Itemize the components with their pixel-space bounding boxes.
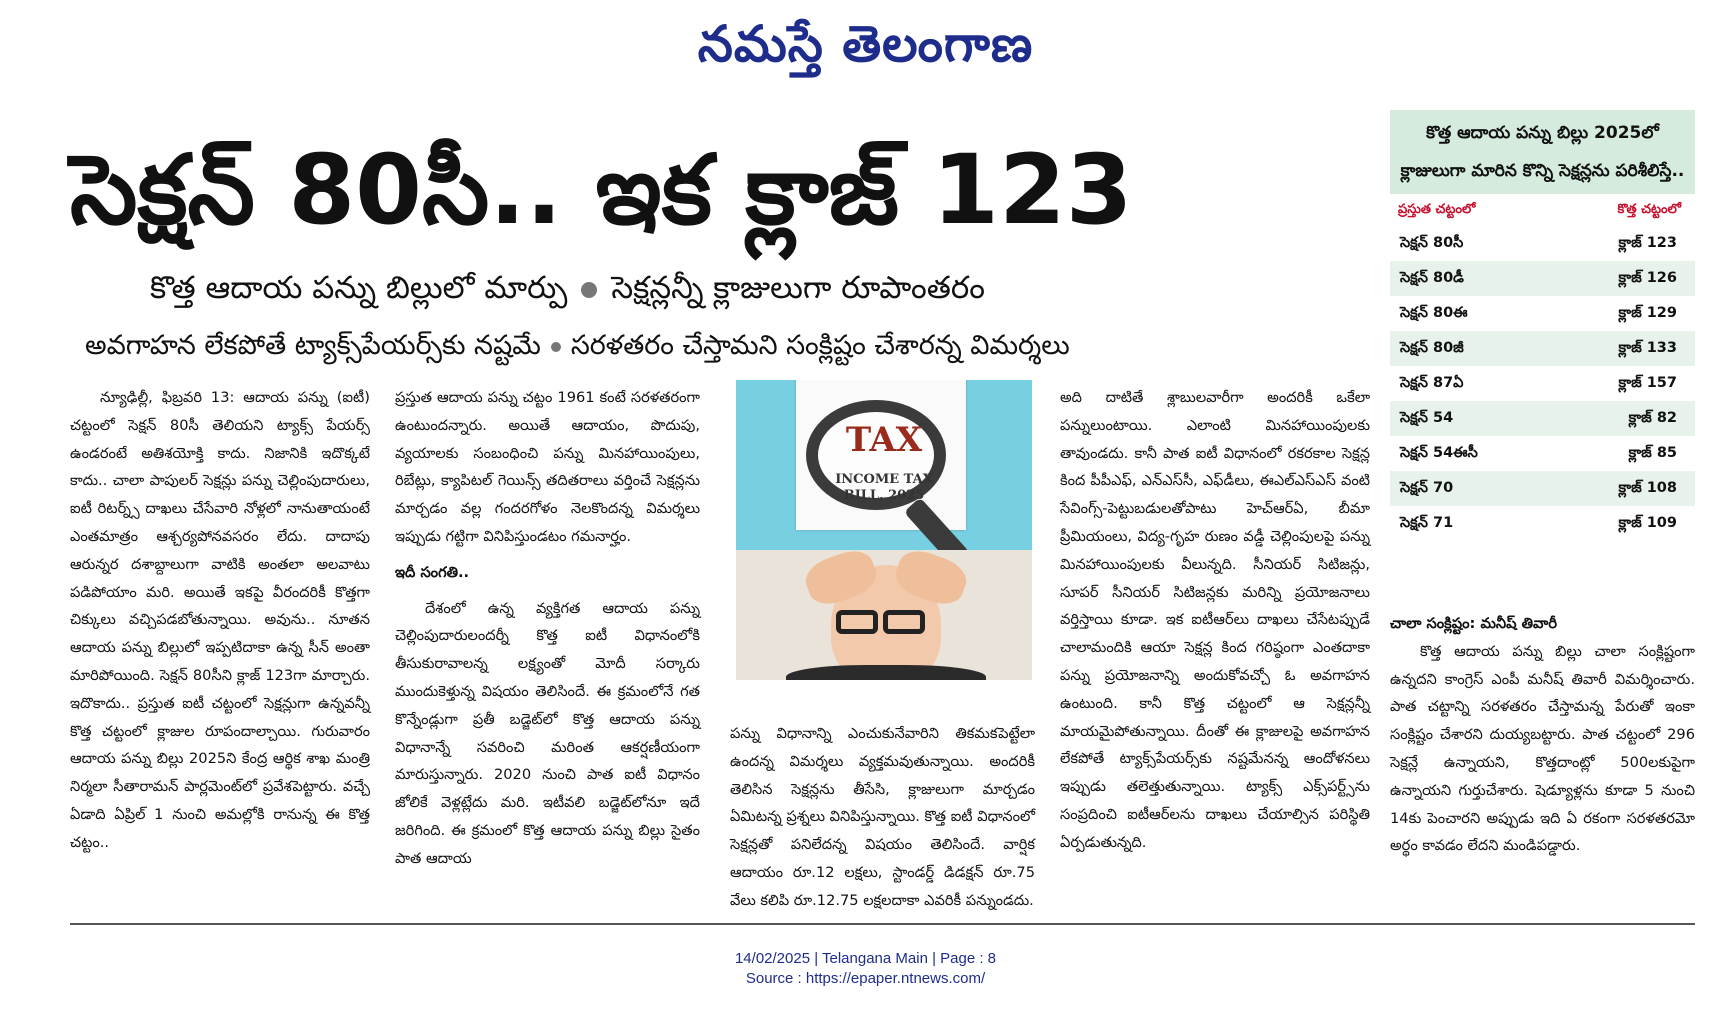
clause-cell: క్లాజ్ 109 [1618, 515, 1677, 531]
clause-cell: క్లాజ్ 126 [1618, 270, 1677, 286]
header-new-law: కొత్త చట్టంలో [1617, 202, 1681, 217]
article-paragraph: ప్రస్తుత ఆదాయ పన్ను చట్టం 1961 కంటే సరళతరంగా ఉంటుందన్నారు. అయితే ఆదాయం, పొదుపు, వ్యయాలకు సంబంధించి పన్ను మినహాయింపులు, రిబేట్లు, క్యాపిటల్ గెయిన్స్ తదితరాలు వర్తించే సెక్షన్లను మార్చడం వల్ల గందరగోళం నెలకొందన్న విమర్శలు ఇప్పుడు గట్టిగా వినిపిస్తుండటం గమనార్హం. [395, 389, 700, 545]
article-column-3 [730, 720, 1035, 915]
article-paragraph: న్యూఢిల్లీ, ఫిబ్రవరి 13: ఆదాయ పన్ను (ఐటీ) చట్టంలో సెక్షన్ 80సీ తెలియని ట్యాక్స్ పేయర్స్ ఉండరంటే అతిశయోక్తి కాదు. నిజానికి ఇదొక్కటే కాదు.. చాలా పాపులర్ సెక్షన్లు పన్ను చెల్లింపుదారులు, ఐటీ రిటర్న్స్ దాఖలు చేసేవారి నోళ్లలో నానుతాయంటే ఎంతమాత్రం ఆశ్చర్యపోనవసరం లేదు. దాదాపు ఆరున్నర దశాబ్దాలుగా వాటికి అంతలా అలవాటు పడిపోయాం మరి. అయితే ఇకపై వీరందరికీ కొత్తగా చిక్కులు వచ్చిపడబోతున్నాయి. అవును.. నూతన ఆదాయ పన్ను బిల్లులో ఇప్పటిదాకా ఉన్న సీన్ అంతా మారిపోయింది. సెక్షన్ 80సీని క్లాజ్ 123గా మార్చారు. ఇదొకాదు.. ప్రస్తుత ఐటీ చట్టంలో సెక్షన్లుగా ఉన్నవన్నీ కొత్త చట్టంలో క్లాజుల రూపందాల్చాయి. గురువారం ఆదాయ పన్ను బిల్లు 2025ని కేంద్ర ఆర్థిక శాఖ మంత్రి నిర్మలా సీతారామన్ పార్లమెంట్‌లో ప్రవేశపెట్టారు. వచ్చే ఏడాది ఏప్రిల్ 1 నుంచి అమల్లోకి రానున్న ఈ కొత్త చట్టం.. [70, 389, 370, 851]
bullet-icon [581, 282, 597, 298]
clause-cell: క్లాజ్ 85 [1628, 445, 1677, 461]
article-column-1 [70, 384, 370, 857]
table-row [1390, 226, 1695, 261]
subheadline-2-part-b: సరళతరం చేస్తామని సంక్లిష్టం చేశారన్న విమర్శలు [570, 330, 1070, 361]
clause-cell: క్లాజ్ 157 [1618, 375, 1677, 391]
glasses-icon [836, 610, 936, 634]
section-cell: సెక్షన్ 54ఈసీ [1400, 445, 1478, 461]
subheadline-1-part-a: కొత్త ఆదాయ పన్ను బిల్లులో మార్పు [150, 270, 568, 306]
article-column-4 [1060, 384, 1370, 857]
subheadline-1-part-b: సెక్షన్లన్నీ క్లాజులుగా రూపాంతరం [611, 270, 985, 306]
subheadline-1 [150, 270, 985, 313]
sections-to-clauses-table [1390, 110, 1695, 541]
footer-divider [70, 923, 1695, 925]
article-paragraph: అది దాటితే శ్లాబులవారీగా అందరికీ ఒకేలా పన్నులుంటాయి. ఎలాంటి మినహాయింపులకు తావుండదు. కానీ పాత ఐటీ విధానంలో రకరకాల సెక్షన్ల కింద పీపీఎఫ్, ఎన్ఎస్‌సీ, ఎఫ్‌డీలు, ఈఎల్‌ఎస్‌ఎస్ వంటి సేవింగ్స్-పెట్టుబడులతోపాటు హెచ్‌ఆర్‌ఏ, బీమా ప్రీమియంలు, విద్య-గృహ రుణం వడ్డీ చెల్లింపులపై పన్ను మినహాయింపులకు వీలున్నది. సీనియర్ సిటిజన్లు, సూపర్ సీనియర్ సిటిజన్లకు మరిన్ని ప్రయోజనాలు వర్తిస్తాయి కూడా. ఇక ఐటీఆర్‌లు దాఖలు చేసేటప్పుడే చాలామందికి ఆయా సెక్షన్ల కింద గరిష్ఠంగా ఎంతదాకా పన్ను ప్రయోజనాన్ని అందుకోవచ్చో ఓ అవగాహన ఉంటుంది. కానీ కొత్త చట్టంలో ఆ సెక్షన్లన్నీ మాయమైపోతున్నాయి. దీంతో ఈ క్లాజులపై అవగాహన లేకపోతే ట్యాక్స్‌పేయర్స్‌కు నష్టమేనన్న ఆందోళనలు ఇప్పుడు తలెత్తుతున్నాయి. ట్యాక్స్ ఎక్స్‌పర్ట్స్‌ను సంప్రదించి ఐటీఆర్‌లను దాఖలు చేయాల్సిన పరిస్థితి ఏర్పడుతున్నది. [1060, 389, 1370, 851]
shirt [786, 665, 986, 680]
footer-date-page: 14/02/2025 | Telangana Main | Page : 8 [734, 950, 997, 967]
clause-cell: క్లాజ్ 123 [1618, 235, 1677, 251]
table-row [1390, 261, 1695, 296]
article-paragraph: పన్ను విధానాన్ని ఎంచుకునేవారిని తికమకపెట్టేలా ఉందన్న విమర్శలు వ్యక్తమవుతున్నాయి. అందరికీ తెలిసిన సెక్షన్లను తీసేసి, క్లాజులుగా మార్చడం ఏమిటన్న ప్రశ్నలు వినిపిస్తున్నాయి. కొత్త ఐటీ విధానంలో సెక్షన్లతో పనిలేదన్న విషయం తెలిసిందే. వార్షిక ఆదాయం రూ.12 లక్షలు, స్టాండర్డ్ డిడక్షన్ రూ.75 వేలు కలిపి రూ.12.75 లక్షలదాకా ఎవరికీ పన్నుండదు. [730, 725, 1035, 909]
table-row [1390, 331, 1695, 366]
article-paragraph: కొత్త ఆదాయ పన్ను బిల్లు చాలా సంక్లిష్టంగా ఉన్నదని కాంగ్రెస్ ఎంపీ మనీష్ తివారీ విమర్శించారు. పాత చట్టాన్ని సరళతరం చేస్తామన్న పేరుతో ఇంకా సంక్లిష్టం చేశారని దుయ్యబట్టారు. పాత చట్టంలో 296 సెక్షన్లే ఉన్నాయని, కొత్తదాంట్లో 500లకుపైగా ఉన్నాయని గుర్తుచేశారు. షెడ్యూళ్లను కూడా 5 నుంచి 14కు పెంచారని అప్పుడు ఇది ఏ రకంగా సరళతరమో అర్థం కావడం లేదని మండిపడ్డారు. [1390, 642, 1695, 855]
table-title: కొత్త ఆదాయ పన్ను బిల్లు 2025లో క్లాజులుగా మారిన కొన్ని సెక్షన్లను పరిశీలిస్తే.. [1390, 110, 1695, 194]
article-column-2 [395, 384, 700, 873]
section-cell: సెక్షన్ 80ఈ [1400, 305, 1468, 321]
section-cell: సెక్షన్ 70 [1400, 480, 1454, 496]
table-row [1390, 506, 1695, 541]
subheadline-2-part-a: అవగాహన లేకపోతే ట్యాక్స్‌పేయర్స్‌కు నష్టమే [85, 330, 541, 361]
section-cell: సెక్షన్ 80డీ [1400, 270, 1464, 286]
photo-bill-text-2: BILL, 2025 [843, 488, 925, 503]
section-cell: సెక్షన్ 87ఏ [1400, 375, 1464, 391]
section-cell: సెక్షన్ 80సీ [1400, 235, 1464, 251]
photo-bill-text-1: INCOME TAX [835, 472, 933, 487]
table-row [1390, 401, 1695, 436]
footer-source-link[interactable]: Source : https://epaper.ntnews.com/ [745, 970, 986, 987]
subheadline-2 [85, 330, 1070, 368]
header-current-law: ప్రస్తుత చట్టంలో [1398, 202, 1476, 217]
clause-cell: క్లాజ్ 133 [1618, 340, 1677, 356]
clause-cell: క్లాజ్ 82 [1628, 410, 1677, 426]
article-paragraph: దేశంలో ఉన్న వ్యక్తిగత ఆదాయ పన్ను చెల్లింపుదారులందర్నీ కొత్త ఐటీ విధానంలోకి తీసుకురావాలన్న లక్ష్యంతో మోదీ సర్కారు ముందుకెళ్తున్న విషయం తెలిసిందే. ఈ క్రమంలోనే గత కొన్నేండ్లుగా ప్రతీ బడ్జెట్‌లో కొత్త ఆదాయ పన్ను విధానాన్నే సవరించి మరింత ఆకర్షణీయంగా మారుస్తున్నారు. 2020 నుంచి పాత ఐటీ విధానం జోలికే వెళ్లట్లేదు మరి. ఇటీవలి బడ్జెట్‌లోనూ ఇదే జరిగింది. ఈ క్రమంలో కొత్త ఆదాయ పన్ను బిల్లు సైతం పాత ఆదాయ [395, 599, 700, 867]
clause-cell: క్లాజ్ 129 [1618, 305, 1677, 321]
table-header [1390, 194, 1695, 226]
table-row [1390, 471, 1695, 506]
article-subheading: ఇదీ సంగతి.. [395, 563, 470, 581]
section-cell: సెక్షన్ 80జీ [1400, 340, 1464, 356]
table-row [1390, 366, 1695, 401]
sidebar-article-heading: చాలా సంక్లిష్టం: మనీష్ తివారీ [1390, 615, 1557, 632]
headline: సెక్షన్ 80సీ.. ఇక క్లాజ్ 123 [70, 134, 1133, 246]
photo-tax-text: TAX [845, 420, 923, 460]
tax-bill-photo [736, 380, 1032, 680]
table-row [1390, 296, 1695, 331]
article-column-5 [1390, 610, 1695, 860]
table-row [1390, 436, 1695, 471]
section-cell: సెక్షన్ 54 [1400, 410, 1454, 426]
clause-cell: క్లాజ్ 108 [1618, 480, 1677, 496]
bullet-icon [551, 342, 561, 352]
masthead-logo: నమస్తే తెలంగాణ [697, 14, 1034, 73]
section-cell: సెక్షన్ 71 [1400, 515, 1454, 531]
